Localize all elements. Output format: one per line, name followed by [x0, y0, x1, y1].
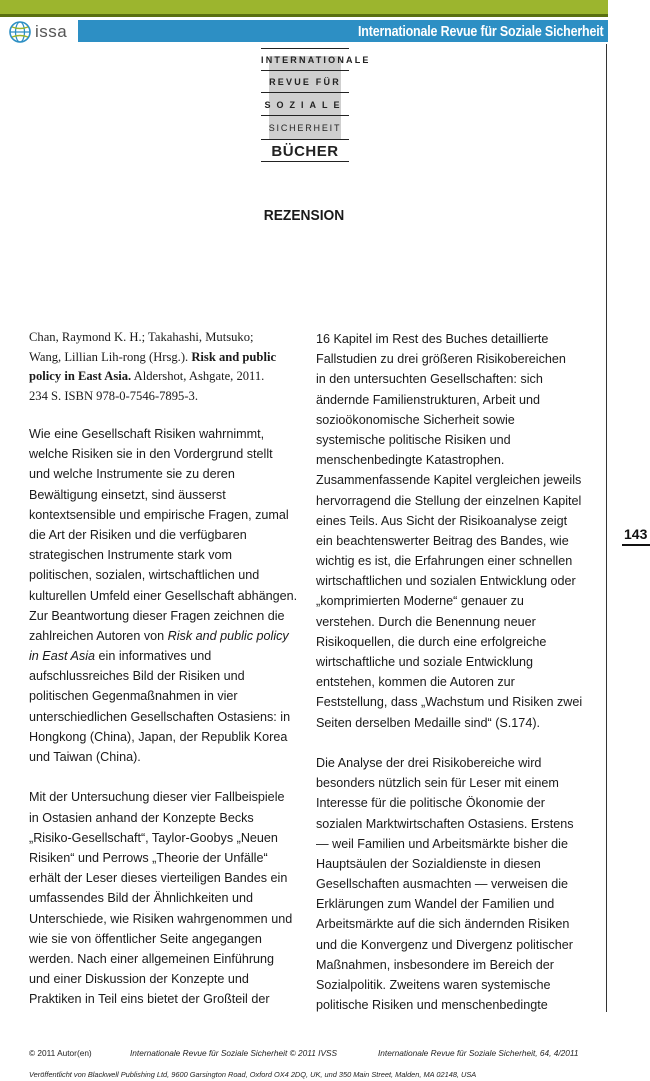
citation-line	[29, 348, 297, 368]
page-number: 143	[624, 526, 648, 542]
masthead-rule	[261, 115, 349, 116]
paragraph-gap	[316, 733, 591, 753]
text-span: ein informatives und	[95, 649, 212, 664]
text-line: werden. Nach einer allgemeinen Einführung	[29, 951, 275, 966]
masthead-line-1: INTERNATIONALE	[261, 55, 371, 65]
text-line: wirtschaftliche und soziale Entwicklung	[316, 655, 533, 669]
text-line: ein beachtenswerter Beitrag des Bandes, wie	[316, 533, 569, 548]
footer-publisher: Veröffentlicht von Blackwell Publishing Ltd, 9600 Garsington Road, Oxford OX4 2DQ, UK, und 350 Main Street, Malden, MA 02148, USA	[29, 1070, 477, 1079]
right-margin-rule	[606, 44, 607, 1012]
text-line: Seiten derselben Medaille sind“ (S.174).	[316, 715, 541, 730]
citation-line: Chan, Raymond K. H.; Takahashi, Mutsuko;	[29, 330, 254, 344]
text-line	[29, 626, 297, 646]
paragraph	[29, 424, 297, 767]
masthead-rule	[261, 139, 349, 140]
text-line: „Risiko-Gesellschaft“, Taylor-Goobys „Neuen	[29, 830, 278, 845]
text-line: Hauptsäulen der Sozialdienste in diesen	[316, 856, 541, 871]
masthead-line-4: SICHERHEIT	[268, 123, 342, 133]
text-line: wirtschaftlichen und sozialen Entwicklung oder	[316, 574, 576, 589]
text-line: besonders nützlich sein für Leser mit einem	[316, 776, 559, 791]
text-line: Sozialpolitik. Zweitens waren systemische	[316, 978, 551, 992]
masthead-rule	[261, 161, 349, 162]
text-line: Maßnahmen, insbesondere im Bereich der	[316, 957, 555, 972]
masthead-line-5: BÜCHER	[271, 143, 339, 160]
text-line: Erklärungen zum Wandel der Familien und	[316, 897, 555, 912]
text-line: Fallstudien zu drei größeren Risikobereichen	[316, 352, 566, 367]
text-line: politischen, sozialen, wirtschaftlichen und	[29, 568, 260, 583]
text-line: Zusammenfassende Kapitel vergleichen jeweils	[316, 473, 582, 488]
book-title-italic: Risk and public policy	[167, 628, 289, 643]
text-line: verstehen. Durch die Benennung neuer	[316, 614, 536, 629]
text-line: entstehen, kommen die Autoren zur	[316, 675, 515, 690]
text-line: sozioökonomische Sicherheit sowie	[316, 412, 515, 427]
citation-editors: Wang, Lillian Lih-rong (Hrsg.).	[29, 349, 192, 364]
citation-book-title: Risk and public	[191, 349, 277, 364]
paragraph	[316, 329, 591, 733]
text-line: „komprimierten Moderne“ genauer zu	[316, 594, 524, 609]
text-line: welche Risiken sie in den Vordergrund stellt	[29, 447, 273, 462]
text-line: Arbeitsmärkte auf die sich ändernden Risiken	[316, 917, 570, 932]
text-line: sozialen Marktwirtschaften Ostasiens. Erstens	[316, 816, 574, 831]
citation-publisher: Aldershot, Ashgate, 2011.	[131, 369, 265, 383]
text-line: kulturellen Umfeld einer Gesellschaft abhängen.	[29, 588, 298, 603]
text-line: Risiken“ und Perrows „Theorie der Unfälle“	[29, 850, 268, 865]
text-line: Interesse für die politische Ökonomie der	[316, 796, 545, 811]
page-number-rule	[622, 544, 650, 546]
section-title: REZENSION	[263, 207, 345, 224]
masthead-rule	[261, 48, 349, 49]
text-line: Unterschiede, wie Risiken wahrgenommen und	[29, 911, 293, 926]
text-column-right	[316, 329, 591, 1015]
citation-book-title: policy in East Asia.	[29, 369, 132, 383]
footer-copyright: © 2011 Autor(en)	[29, 1048, 92, 1058]
masthead-line-2: REVUE FÜR	[269, 77, 341, 87]
text-line: 16 Kapitel im Rest des Buches detaillierte	[316, 332, 549, 346]
globe-icon	[9, 21, 31, 43]
masthead-line-3: SOZIALE	[264, 100, 346, 110]
text-line	[29, 646, 297, 666]
text-line: und einer Diskussion der Konzepte und	[29, 972, 249, 987]
text-line: und welche Instrumente sie zu deren	[29, 467, 235, 482]
top-accent-bar	[0, 0, 608, 14]
paragraph	[29, 787, 297, 1009]
footer-journal-copyright: Internationale Revue für Soziale Sicherheit © 2011 IVSS	[130, 1048, 338, 1058]
text-line: politischen Gegenmaßnahmen in vier	[29, 689, 238, 704]
text-line: erhält der Leser dieses vierteiligen Bandes ein	[29, 871, 288, 886]
text-line: in den untersuchten Gesellschaften: sich	[316, 372, 543, 387]
text-line: menschenbedingte Katastrophen.	[316, 453, 505, 468]
text-line: und die Konvergenz und Divergenz politischer	[316, 937, 573, 952]
text-line: wichtig es ist, die Erfahrungen einer schnellen	[316, 554, 573, 569]
text-line: unterschiedlichen Gesellschaften Ostasiens: in	[29, 709, 291, 724]
text-line: Die Analyse der drei Risikobereiche wird	[316, 755, 542, 770]
book-title-italic: in East Asia	[29, 649, 96, 664]
text-line: eines Teils. Aus Sicht der Risikoanalyse zeigt	[316, 513, 568, 528]
book-citation	[29, 328, 297, 406]
text-line: strategischen Instrumente stark vom	[29, 548, 232, 563]
citation-line	[29, 367, 297, 387]
text-line: hervorragend die Stellung der einzelnen Kapitel	[316, 493, 582, 508]
footer-issue: Internationale Revue für Soziale Sicherheit, 64, 4/2011	[378, 1048, 579, 1058]
text-line: die Art der Risiken und die verfügbaren	[29, 527, 247, 542]
text-line: systemische politische Risiken und	[316, 432, 511, 447]
masthead	[261, 48, 371, 162]
text-line: — weil Familien und Arbeitsmärkte bisher die	[316, 836, 568, 851]
logo-text: issa	[35, 22, 68, 41]
text-line: Hongkong (China), Japan, der Republik Korea	[29, 729, 288, 744]
text-column-left	[29, 424, 297, 1009]
issa-logo	[9, 21, 67, 43]
paragraph-gap	[29, 767, 297, 787]
text-line: umfassendes Bild der Ähnlichkeiten und	[29, 891, 254, 906]
text-span: zahlreichen Autoren von	[29, 628, 168, 643]
paragraph	[316, 753, 591, 1015]
text-line: Feststellung, dass „Wachstum und Risiken zwei	[316, 695, 583, 710]
text-line: und Taiwan (China).	[29, 750, 141, 764]
text-line: Wie eine Gesellschaft Risiken wahrnimmt,	[29, 427, 265, 441]
text-line: Risikoquellen, die durch eine erfolgreiche	[316, 634, 547, 649]
text-line: Mit der Untersuchung dieser vier Fallbeispiele	[29, 790, 285, 805]
text-line: Zur Beantwortung dieser Fragen zeichnen die	[29, 608, 285, 623]
text-line: Bewältigung einsetzt, sind äusserst	[29, 487, 226, 502]
text-line: in Ostasien anhand der Konzepte Becks	[29, 810, 254, 825]
text-line: kontextsensible und empirische Fragen, zumal	[29, 507, 289, 522]
masthead-rule	[261, 92, 349, 93]
text-line: wie sie von öffentlicher Seite angegangen	[29, 931, 262, 946]
text-line: Gesellschaften ausmachten — verweisen die	[316, 877, 569, 892]
masthead-rule	[261, 70, 349, 71]
citation-isbn: 234 S. ISBN 978-0-7546-7895-3.	[29, 388, 198, 403]
text-line: ändernde Familienstrukturen, Arbeit und	[316, 392, 541, 407]
journal-title: Internationale Revue für Soziale Sicherheit	[358, 24, 604, 40]
text-line: Praktiken in Teil eins bietet der Großteil der	[29, 992, 270, 1007]
top-accent-bar-dark	[0, 14, 608, 17]
text-line: aufschlussreiches Bild der Risiken und	[29, 669, 245, 684]
text-line: politische Risiken und menschenbedingte	[316, 998, 548, 1013]
